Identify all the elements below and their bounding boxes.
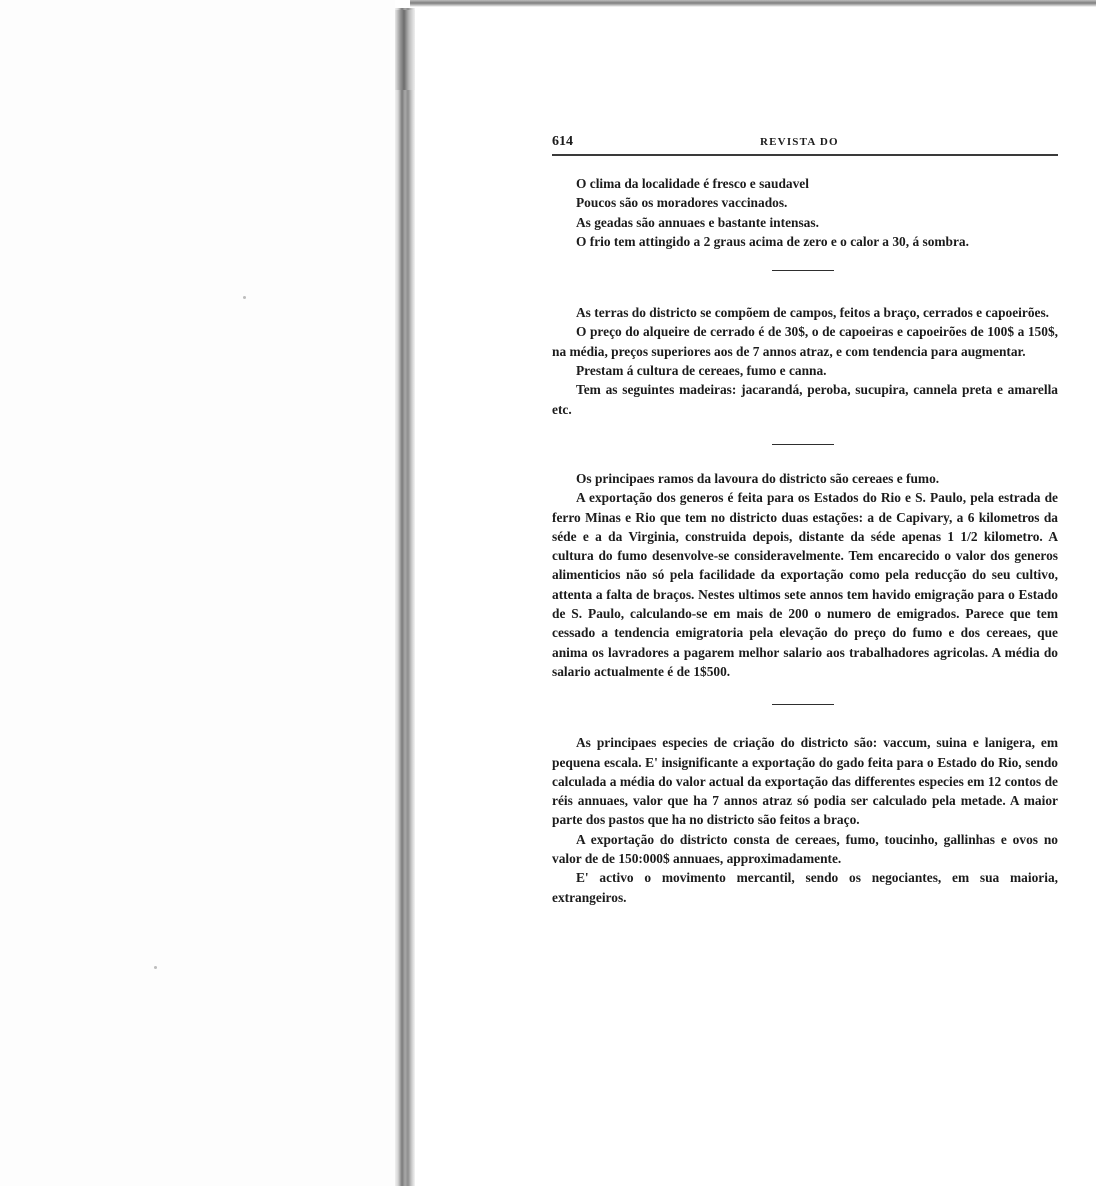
section-divider [772, 270, 834, 271]
section-divider [772, 704, 834, 705]
left-blank-page [0, 0, 395, 1186]
page-top-edge [410, 0, 1096, 7]
paragraph: E' activo o movimento mercantil, sendo os negociantes, em sua maioria, extrangeiros. [552, 870, 1058, 905]
paragraph: A exportação dos generos é feita para os Estados do Rio e S. Paulo, pela estrada de ferro Minas e Rio que tem no districto duas estações: a de Capivary, a 6 kilometros da séde e a da Virginia, construida depois, distante da séde apenas 1 1/2 kilometro. A cultura do fumo desenvolve-se consideravelmente. Tem encarecido o valor dos generos alimenticios não só pela facilidade da exportação como pela reducção do seu cultivo, attenta a falta de braços. Nestes ultimos sete annos tem havido emigração para o Estado de S. Paulo, calculando-se em mais de 200 o numero de emigrados. Parece que tem cessado a tendencia emigratoria pela elevação do preço do fumo e dos cereaes, que anima os lavradores a pagarem melhor salario aos trabalhadores agricolas. A média do salario actualmente é de 1$500. [552, 490, 1058, 679]
paragraph: As geadas são annuaes e bastante intensas. [576, 214, 819, 230]
paragraph: O clima da localidade é fresco e saudavel [576, 176, 809, 191]
running-title: REVISTA DO [760, 136, 839, 148]
section-divider [772, 444, 834, 445]
body-text [552, 174, 1058, 907]
section-livestock [552, 733, 1058, 907]
header-rule [552, 154, 1058, 156]
paragraph: O preço do alqueire de cerrado é de 30$, o de capoeiras e capoeirões de 100$ a 150$, na média, preços superiores aos de 7 annos atraz, e com tendencia para augmentar. [552, 324, 1058, 359]
paragraph: Poucos são os moradores vaccinados. [576, 195, 788, 211]
section-lands [552, 303, 1058, 419]
page-header [552, 130, 1058, 152]
printed-page [552, 130, 1058, 905]
paragraph: Prestam á cultura de cereaes, fumo e canna. [576, 363, 827, 379]
book-gutter [395, 8, 415, 1186]
page-number: 614 [552, 134, 573, 149]
paragraph: As principaes especies de criação do districto são: vaccum, suina e lanigera, em pequena escala. E' insignificante a exportação do gado feita para o Estado do Rio, sendo calculada a média do valor actual da exportação das differentes especies em 12 contos de réis annuaes, valor que ha 7 annos atraz só podia ser calculado pela metade. A maior parte dos pastos que ha no districto são feitos a braço. [552, 735, 1058, 828]
dust-speck [154, 966, 157, 969]
section-climate [552, 174, 1058, 251]
dust-speck [243, 296, 246, 299]
paragraph: As terras do districto se compõem de campos, feitos a braço, cerrados e capoeirões. [576, 305, 1050, 321]
section-agriculture [552, 469, 1058, 681]
paragraph: O frio tem attingido a 2 graus acima de zero e o calor a 30, á sombra. [576, 233, 969, 249]
paragraph: Tem as seguintes madeiras: jacarandá, peroba, sucupira, cannela preta e amarella etc. [552, 382, 1058, 417]
paragraph: A exportação do districto consta de cereaes, fumo, toucinho, gallinhas e ovos no valor de de 150:000$ annuaes, approximadamente. [552, 831, 1058, 867]
paragraph: Os principaes ramos da lavoura do districto são cereaes e fumo. [576, 470, 940, 486]
book-gutter-top [395, 10, 415, 90]
